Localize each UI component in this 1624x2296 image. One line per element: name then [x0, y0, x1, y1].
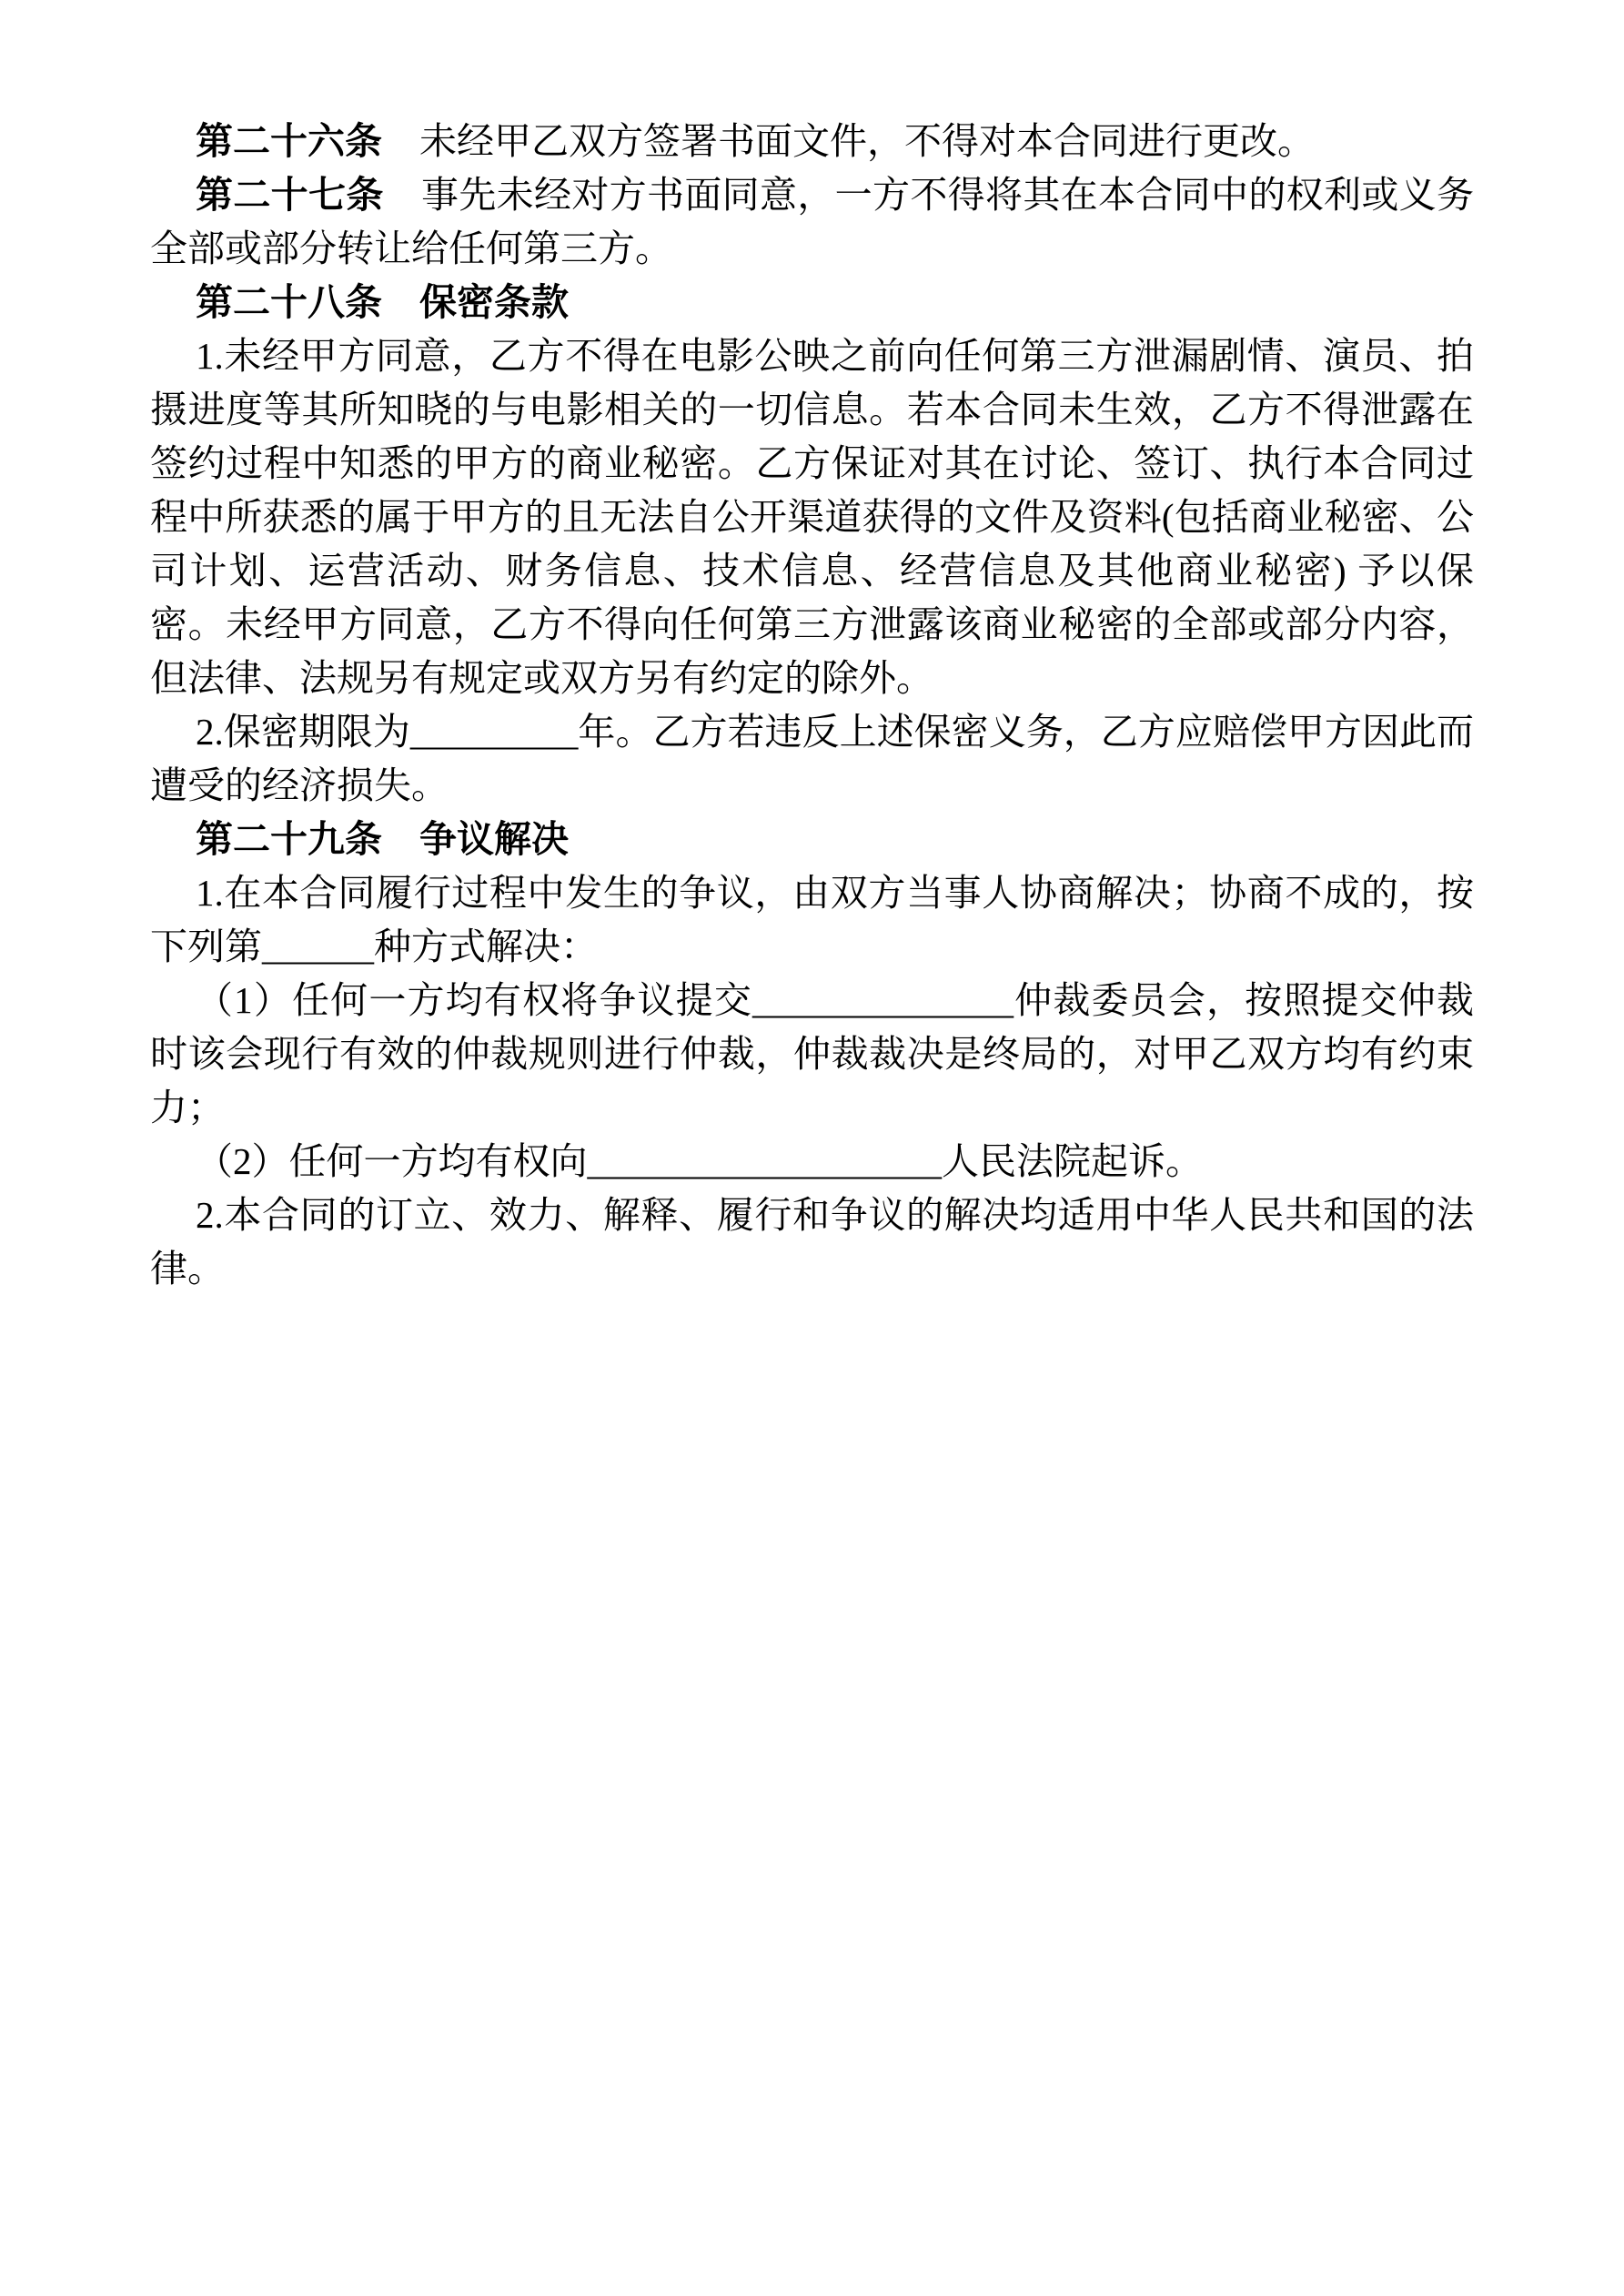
- clause-27-number: 第二十七条: [196, 174, 384, 216]
- clause-27-text: 事先未经对方书面同意，一方不得将其在本合同中的权利或义务全部或部分转让给任何第三方。: [150, 174, 1475, 269]
- clause-26-text: 未经甲乙双方签署书面文件，不得对本合同进行更改。: [382, 120, 1315, 162]
- clause-26-paragraph: [150, 115, 1474, 168]
- clause-29-heading: 第二十九条 争议解决: [196, 818, 569, 860]
- clause-27-paragraph: [150, 168, 1474, 276]
- clause-28-heading: 第二十八条 保密条款: [196, 281, 569, 323]
- clause-29-negotiation-paragraph: 1.在本合同履行过程中发生的争议，由双方当事人协商解决；协商不成的，按下列第______种方式解决：: [150, 872, 1474, 967]
- clause-29-arbitration-item: （1）任何一方均有权将争议提交______________仲裁委员会，按照提交仲裁时该会现行有效的仲裁规则进行仲裁，仲裁裁决是终局的，对甲乙双方均有约束力；: [150, 979, 1474, 1128]
- clause-29-governing-law-paragraph: 2.本合同的订立、效力、解释、履行和争议的解决均适用中华人民共和国的法律。: [150, 1194, 1474, 1290]
- clause-28-confidentiality-paragraph: 1.未经甲方同意，乙方不得在电影公映之前向任何第三方泄漏剧情、演员、拍摄进度等其所知晓的与电影相关的一切信息。若本合同未生效，乙方不得泄露在签约过程中知悉的甲方的商业秘密。乙方保证对其在讨论、签订、执行本合同过程中所获悉的属于甲方的且无法自公开渠道获得的文件及资料(包括商业秘密、公司计划、运营活动、财务信息、技术信息、经营信息及其他商业秘密) 予以保密。未经甲方同意，乙方不得向任何第三方泄露该商业秘密的全部或部分内容，但法律、法规另有规定或双方另有约定的除外。: [150, 335, 1474, 699]
- clause-28-term-paragraph: 2.保密期限为_________年。乙方若违反上述保密义务，乙方应赔偿甲方因此而遭受的经济损失。: [150, 711, 1474, 806]
- clause-26-number: 第二十六条: [196, 120, 382, 162]
- clause-29-litigation-item: （2）任何一方均有权向___________________人民法院起诉。: [196, 1140, 1203, 1182]
